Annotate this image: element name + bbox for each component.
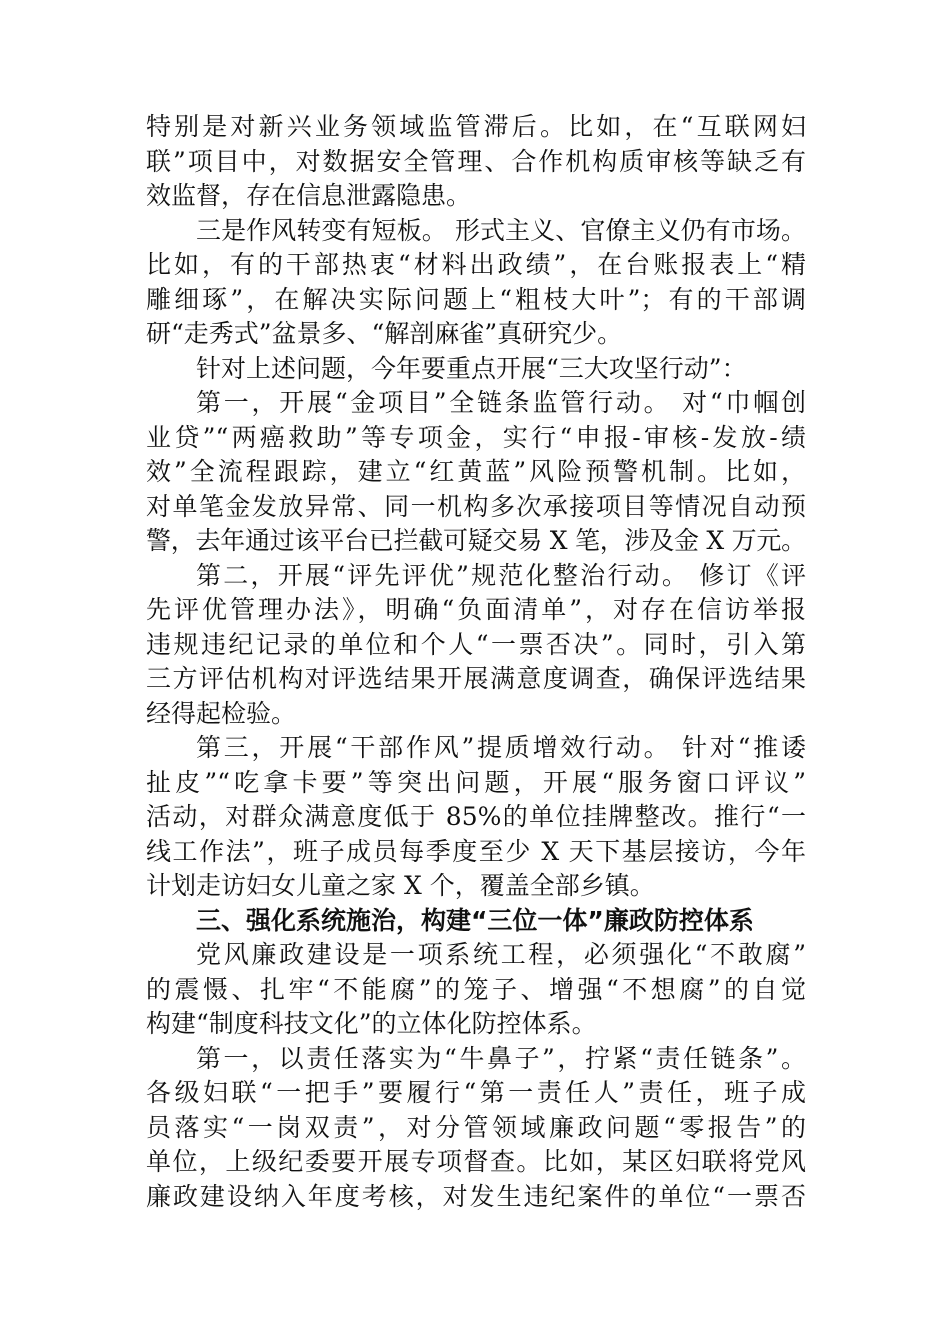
paragraph <box>146 110 806 214</box>
text-line: 效”全流程跟踪，建立“红黄蓝”风险预警机制。比如， <box>146 457 806 486</box>
text-line: 廉政建设纳入年度考核，对发生违纪案件的单位“一票否 <box>146 1181 806 1211</box>
text-line: 构建“制度科技文化”的立体化防控体系。 <box>146 1009 597 1038</box>
text-line: 警，去年通过该平台已拦截可疑交易 X 笔，涉及金 X 万元。 <box>146 526 806 555</box>
paragraph <box>146 731 806 904</box>
paragraph <box>146 352 806 387</box>
paragraph <box>146 938 806 1042</box>
text-line: 第三，开展“干部作风”提质增效行动。 针对“推诿 <box>196 733 806 762</box>
text-line: 比如，有的干部热衷“材料出政绩”，在台账报表上“精 <box>146 250 806 279</box>
text-line: 针对上述问题，今年要重点开展“三大攻坚行动”： <box>196 353 747 383</box>
text-line: 研“走秀式”盆景多、“解剖麻雀”真研究少。 <box>146 319 623 348</box>
paragraph <box>146 1042 806 1215</box>
text-line: 三是作风转变有短板。 形式主义、官僚主义仍有市场。 <box>196 215 806 245</box>
text-line: 业贷”“两癌救助”等专项金，实行“申报-审核-发放-绩 <box>146 422 806 452</box>
text-line: 各级妇联“一把手”要履行“第一责任人”责任，班子成 <box>146 1078 806 1107</box>
text-line: 单位，上级纪委要开展专项督查。比如，某区妇联将党风 <box>146 1147 806 1176</box>
text-line: 员落实“一岗双责”，对分管领域廉政问题“零报告”的 <box>146 1112 806 1142</box>
paragraph <box>146 214 806 352</box>
section-heading: 三、强化系统施治，构建“三位一体”廉政防控体系 <box>196 905 754 935</box>
text-line: 第一，开展“金项目”全链条监管行动。 对“巾帼创 <box>196 388 806 417</box>
text-line: 经得起检验。 <box>146 698 297 728</box>
document-page <box>146 110 806 1214</box>
text-line: 线工作法”，班子成员每季度至少 X 天下基层接访，今年 <box>146 836 806 866</box>
text-line: 第一，以责任落实为“牛鼻子”，拧紧“责任链条”。 <box>196 1043 806 1073</box>
text-line: 效监督，存在信息泄露隐患。 <box>146 181 472 210</box>
text-line: 对单笔金发放异常、同一机构多次承接项目等情况自动预 <box>146 491 806 521</box>
text-line: 计划走访妇女儿童之家 X 个，覆盖全部乡镇。 <box>146 871 655 900</box>
text-line: 雕细琢”，在解决实际问题上“粗枝大叶”；有的干部调 <box>146 284 806 314</box>
text-line: 党风廉政建设是一项系统工程，必须强化“不敢腐” <box>196 940 806 969</box>
text-line: 的震慑、扎牢“不能腐”的笼子、增强“不想腐”的自觉 <box>146 974 806 1004</box>
text-line: 特别是对新兴业务领域监管滞后。比如，在“互联网妇 <box>146 112 806 141</box>
paragraph <box>146 559 806 732</box>
text-line: 扯皮”“吃拿卡要”等突出问题，开展“服务窗口评议” <box>146 767 806 797</box>
text-line: 先评优管理办法》，明确“负面清单”，对存在信访举报 <box>146 595 806 624</box>
text-line: 第二，开展“评先评优”规范化整治行动。 修订《评 <box>196 560 806 590</box>
text-line: 三方评估机构对评选结果开展满意度调查，确保评选结果 <box>146 664 806 693</box>
paragraph <box>146 386 806 559</box>
text-line: 违规违纪记录的单位和个人“一票否决”。同时，引入第 <box>146 629 806 659</box>
text-line: 活动，对群众满意度低于 85%的单位挂牌整改。推行“一 <box>146 802 806 831</box>
text-line: 联”项目中，对数据安全管理、合作机构质审核等缺乏有 <box>146 146 806 176</box>
